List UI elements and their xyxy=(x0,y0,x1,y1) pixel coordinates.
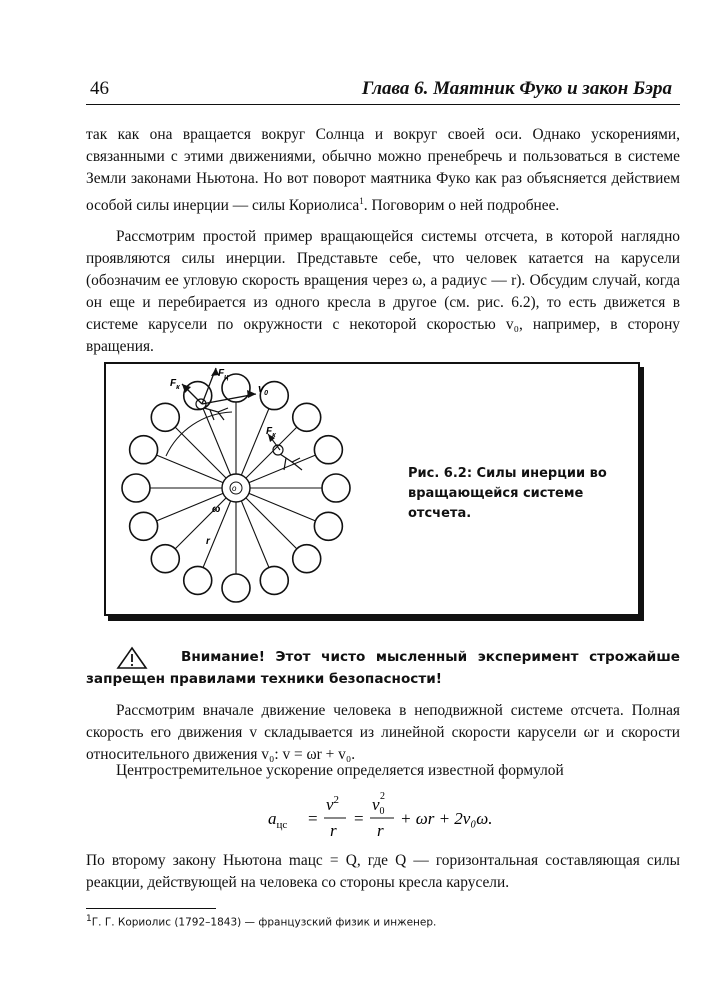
formula-frac2-sup: 2 xyxy=(380,791,385,802)
footnote-mark: 1 xyxy=(359,196,364,206)
running-title: Глава 6. Маятник Фуко и закон Бэра xyxy=(361,78,672,99)
spoke xyxy=(165,417,236,488)
seat xyxy=(130,512,158,540)
label-center: o xyxy=(232,484,237,493)
warning-text: Внимание! Этот чисто мысленный эксперимент строжайше запрещен правилами техники безопасности! xyxy=(86,649,680,687)
formula-frac2-num: $v_0$ xyxy=(372,795,385,817)
label-fc: $F_ц$ xyxy=(218,368,229,381)
seat xyxy=(151,403,179,431)
header-rule xyxy=(86,104,680,105)
formula-lhs: $a_{цс}$ xyxy=(268,809,288,831)
label-omega: ω xyxy=(212,504,221,515)
paragraph-3: Рассмотрим вначале движение человека в неподвижной системе отсчета. Полная скорость его движения v складывается из линейной скорости карусели ωr и скорости относительного движения v₀: v = ωr + v₀. xyxy=(86,702,680,763)
paragraph-1-end: . Поговорим о ней подробнее. xyxy=(363,197,560,215)
paragraph-2: Рассмотрим простой пример вращающейся системы отсчета, в которой наглядно проявляются силы инерции. Представьте себе, что человек катается на карусели (обозначим ее угловую скорость вращения через ω, а радиус — r). Обсудим случай, когда он еще и перебирается из одного кресла в другое (см. рис. 6.2), то есть движется в системе карусели по окружности с некоторой скоростью v₀, например, в сторону вращения. xyxy=(86,228,680,355)
seat xyxy=(293,403,321,431)
figure-caption: Рис. 6.2: Силы инерции во вращающейся системе отсчета. xyxy=(408,466,607,521)
spoke xyxy=(165,488,236,559)
page-header xyxy=(86,74,678,106)
formula-eq1: = xyxy=(308,809,318,828)
spoke xyxy=(236,488,307,559)
velocity-v0-arrowhead xyxy=(247,390,256,398)
formula-frac2-den: r xyxy=(377,821,384,840)
seat xyxy=(151,545,179,573)
formula-frac1-den: r xyxy=(330,821,337,840)
seat xyxy=(130,436,158,464)
seat xyxy=(184,566,212,594)
seat xyxy=(314,512,342,540)
seat xyxy=(322,474,350,502)
paragraph-1-text: так как она вращается вокруг Солнца и вокруг своей оси. Однако ускорениями, связанными с этими движениями, обычно можно пренебречь и пользоваться в системе Земли законами Ньютона. Но вот поворот маятника Фуко как раз объясняется действием особой силы инерции — силы Кориолиса xyxy=(86,126,680,215)
seat xyxy=(314,436,342,464)
formula-frac1-num: $v^2$ xyxy=(326,794,340,814)
seat xyxy=(222,574,250,602)
paragraph-5: По второму закону Ньютона maцс = Q, где Q — горизонтальная составляющая силы реакции, действующей на человека со стороны кресла карусели. xyxy=(86,852,680,891)
warning-icon xyxy=(116,646,148,670)
paragraph-4: Центростремительное ускорение определяется известной формулой xyxy=(116,762,564,779)
label-v0: $v_0$ xyxy=(258,383,269,397)
figure-6-2 xyxy=(104,362,640,616)
formula-rest: + ωr + 2v₀ω. xyxy=(400,809,493,828)
seat xyxy=(260,566,288,594)
seat xyxy=(122,474,150,502)
footnote xyxy=(86,914,676,929)
label-r: r xyxy=(206,536,210,547)
warning-block xyxy=(86,646,680,690)
footnote-text: Г. Г. Кориолис (1792–1843) — французский физик и инженер. xyxy=(91,916,437,929)
seat xyxy=(293,545,321,573)
seat xyxy=(184,382,212,410)
footnote-rule xyxy=(86,908,216,909)
formula-eq2: = xyxy=(354,809,364,828)
page-number: 46 xyxy=(90,78,109,99)
footnote-number: 1 xyxy=(86,914,92,924)
label-fk-2: $F_к$ xyxy=(266,426,276,439)
label-fk: $F_к$ xyxy=(170,378,180,391)
centripetal-formula xyxy=(268,786,588,846)
paragraph-1 xyxy=(86,124,680,217)
